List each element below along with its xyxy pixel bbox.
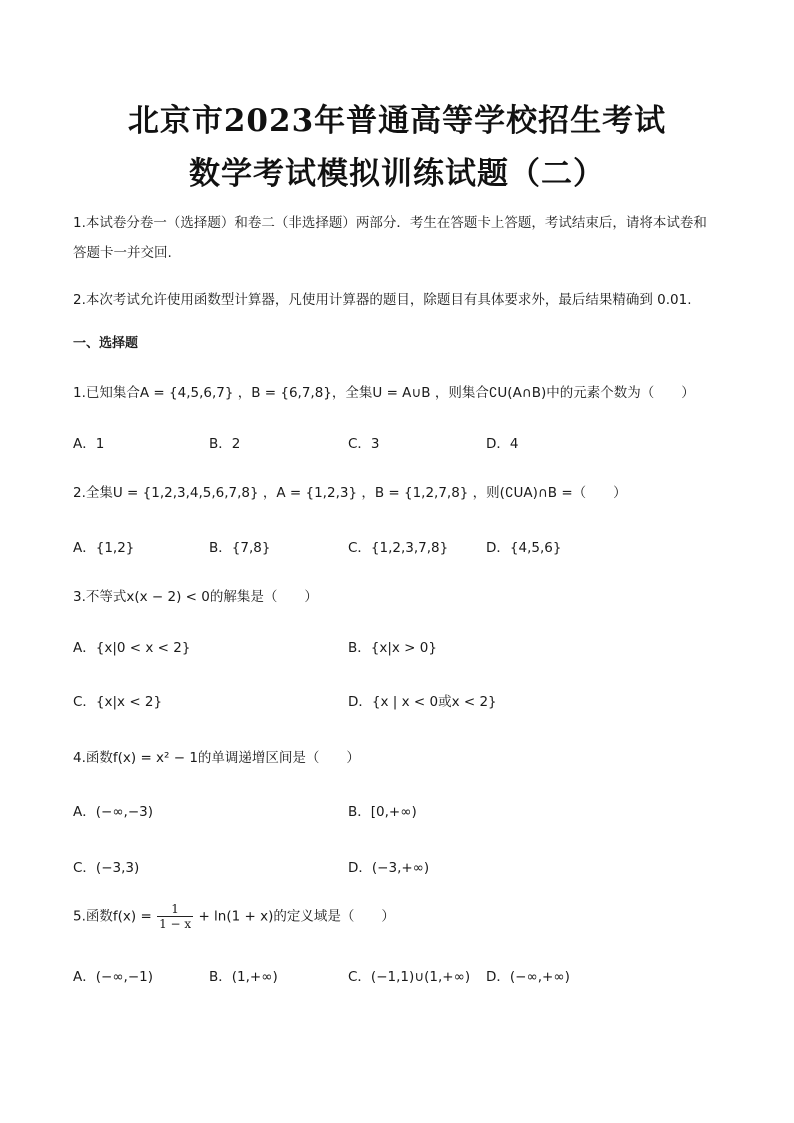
question-2-option-a[interactable]: A．{1,2} [73, 540, 135, 556]
question-2-option-d[interactable]: D．{4,5,6} [486, 540, 562, 556]
question-3-option-c[interactable]: C．{x|x < 2} [73, 694, 163, 710]
question-1-option-c[interactable]: C．3 [348, 436, 380, 452]
exam-title-line1: 北京市2023年普通高等学校招生考试 [127, 103, 667, 139]
question-5-option-c[interactable]: C．(−1,1)∪(1,+∞) [348, 969, 471, 985]
question-5-option-b[interactable]: B．(1,+∞) [209, 969, 278, 985]
question-1-option-b[interactable]: B．2 [209, 436, 241, 452]
exam-title-line2: 数学考试模拟训练试题（二） [189, 156, 605, 192]
question-4-option-c[interactable]: C．(−3,3) [73, 860, 140, 876]
question-3-option-b[interactable]: B．{x|x > 0} [348, 640, 437, 656]
instruction-1-line1: 1.本试卷分卷一（选择题）和卷二（非选择题）两部分．考生在答题卡上答题，考试结束后，请将本试卷和 [73, 215, 707, 231]
question-4-option-b[interactable]: B．[0,+∞) [348, 804, 417, 820]
question-4-option-a[interactable]: A．(−∞,−3) [73, 804, 154, 820]
section-heading: 一、选择题 [73, 336, 139, 351]
question-2-stem: 2.全集U = {1,2,3,4,5,6,7,8} ，A = {1,2,3} ，B = {1,2,7,8} ，则(∁UA)∩B =（ ） [73, 485, 627, 501]
question-3-stem: 3.不等式x(x − 2) < 0的解集是（ ） [73, 589, 318, 605]
question-5-fraction-numerator: 1 [157, 902, 193, 917]
question-1-option-d[interactable]: D．4 [486, 436, 519, 452]
question-5-stem-suffix: + ln(1 + x)的定义域是（ ） [198, 908, 395, 925]
question-5-fraction [157, 902, 193, 931]
question-3-option-d[interactable]: D．{x | x < 0或x < 2} [348, 694, 497, 710]
question-2-option-c[interactable]: C．{1,2,3,7,8} [348, 540, 449, 556]
question-1-option-a[interactable]: A．1 [73, 436, 105, 452]
question-5-stem [73, 902, 395, 931]
instruction-2: 2.本次考试允许使用函数型计算器，凡使用计算器的题目，除题目有具体要求外，最后结果精确到 0.01. [73, 292, 692, 308]
question-2-option-b[interactable]: B．{7,8} [209, 540, 271, 556]
question-5-fraction-denominator: 1 − x [159, 917, 192, 931]
question-5-option-a[interactable]: A．(−∞,−1) [73, 969, 154, 985]
question-3-option-a[interactable]: A．{x|0 < x < 2} [73, 640, 191, 656]
question-5-option-d[interactable]: D．(−∞,+∞) [486, 969, 570, 985]
instruction-1-line2: 答题卡一并交回. [73, 245, 172, 261]
question-5-stem-prefix: 5.函数f(x) = [73, 908, 152, 925]
question-1-stem: 1.已知集合A = {4,5,6,7} ，B = {6,7,8}，全集U = A∪B ，则集合∁U(A∩B)中的元素个数为（ ） [73, 385, 695, 401]
question-4-stem: 4.函数f(x) = x² − 1的单调递增区间是（ ） [73, 750, 360, 766]
question-4-option-d[interactable]: D．(−3,+∞) [348, 860, 430, 876]
